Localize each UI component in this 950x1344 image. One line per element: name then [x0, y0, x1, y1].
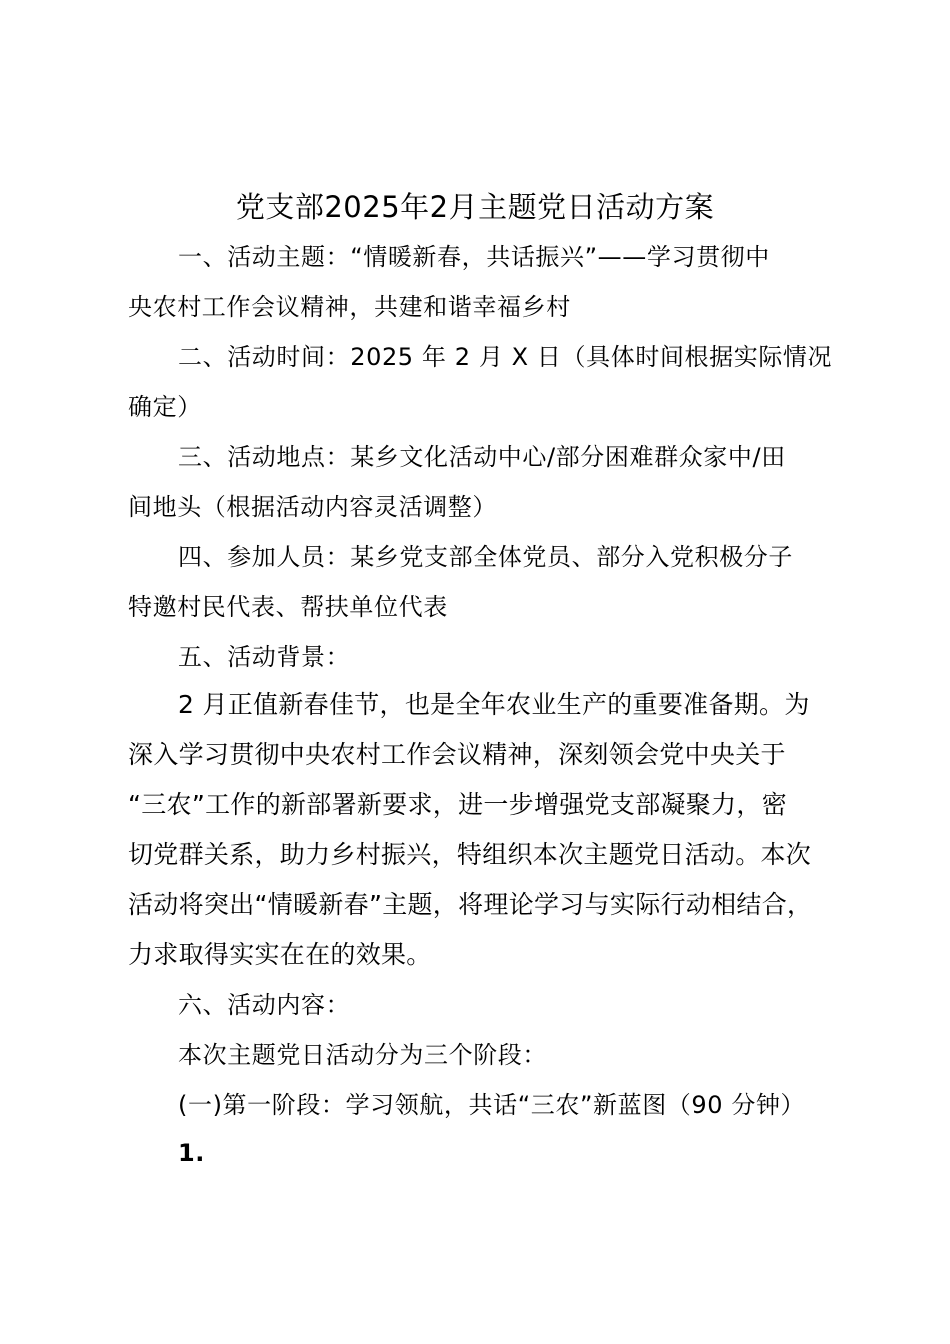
text-line: 四、参加人员：某乡党支部全体党员、部分入党积极分子 [178, 543, 793, 571]
text-line: 确定） [128, 393, 202, 421]
section-content-heading [128, 980, 868, 1030]
text-line: 活动将突出“情暖新春”主题，将理论学习与实际行动相结合， [128, 890, 813, 919]
heading-text: 六、活动内容： [178, 991, 351, 1019]
section-activity-time [128, 332, 868, 432]
text-line: 深入学习贯彻中央农村工作会议精神，深刻领会党中央关于 [128, 740, 786, 769]
text-line: 二、活动时间：2025 年 2 月 X 日（具体时间根据实际情况 [178, 343, 833, 371]
text-line: 2 月正值新春佳节，也是全年农业生产的重要准备期。为 [178, 690, 810, 719]
text-line: 切党群关系，助力乡村振兴，特组织本次主题党日活动。本次 [128, 840, 812, 869]
list-number: 1. [178, 1139, 206, 1167]
content-intro [128, 1030, 868, 1080]
text-line: 特邀村民代表、帮扶单位代表 [128, 593, 448, 621]
text-line: 央农村工作会议精神，共建和谐幸福乡村 [128, 293, 571, 321]
document-title: 党支部2025年2月主题党日活动方案 [235, 190, 715, 224]
stage-one-heading [128, 1080, 868, 1130]
text-line: 间地头（根据活动内容灵活调整） [128, 493, 497, 521]
section-participants [128, 532, 868, 632]
heading-text: 五、活动背景： [178, 643, 351, 671]
text-line: “三农”工作的新部署新要求，进一步增强党支部凝聚力，密 [128, 790, 788, 819]
background-paragraph [128, 680, 868, 980]
item-number [128, 1128, 868, 1178]
text-line: 一、活动主题：“情暖新春，共话振兴”——学习贯彻中 [178, 243, 770, 271]
text-line: (一)第一阶段：学习领航，共话“三农”新蓝图（90 分钟） [178, 1091, 806, 1119]
text-line: 本次主题党日活动分为三个阶段： [178, 1041, 547, 1069]
text-line: 三、活动地点：某乡文化活动中心/部分困难群众家中/田 [178, 443, 786, 471]
section-background-heading [128, 632, 868, 682]
text-line: 力求取得实实在在的效果。 [128, 940, 432, 969]
section-activity-theme [128, 232, 868, 332]
section-activity-location [128, 432, 868, 532]
